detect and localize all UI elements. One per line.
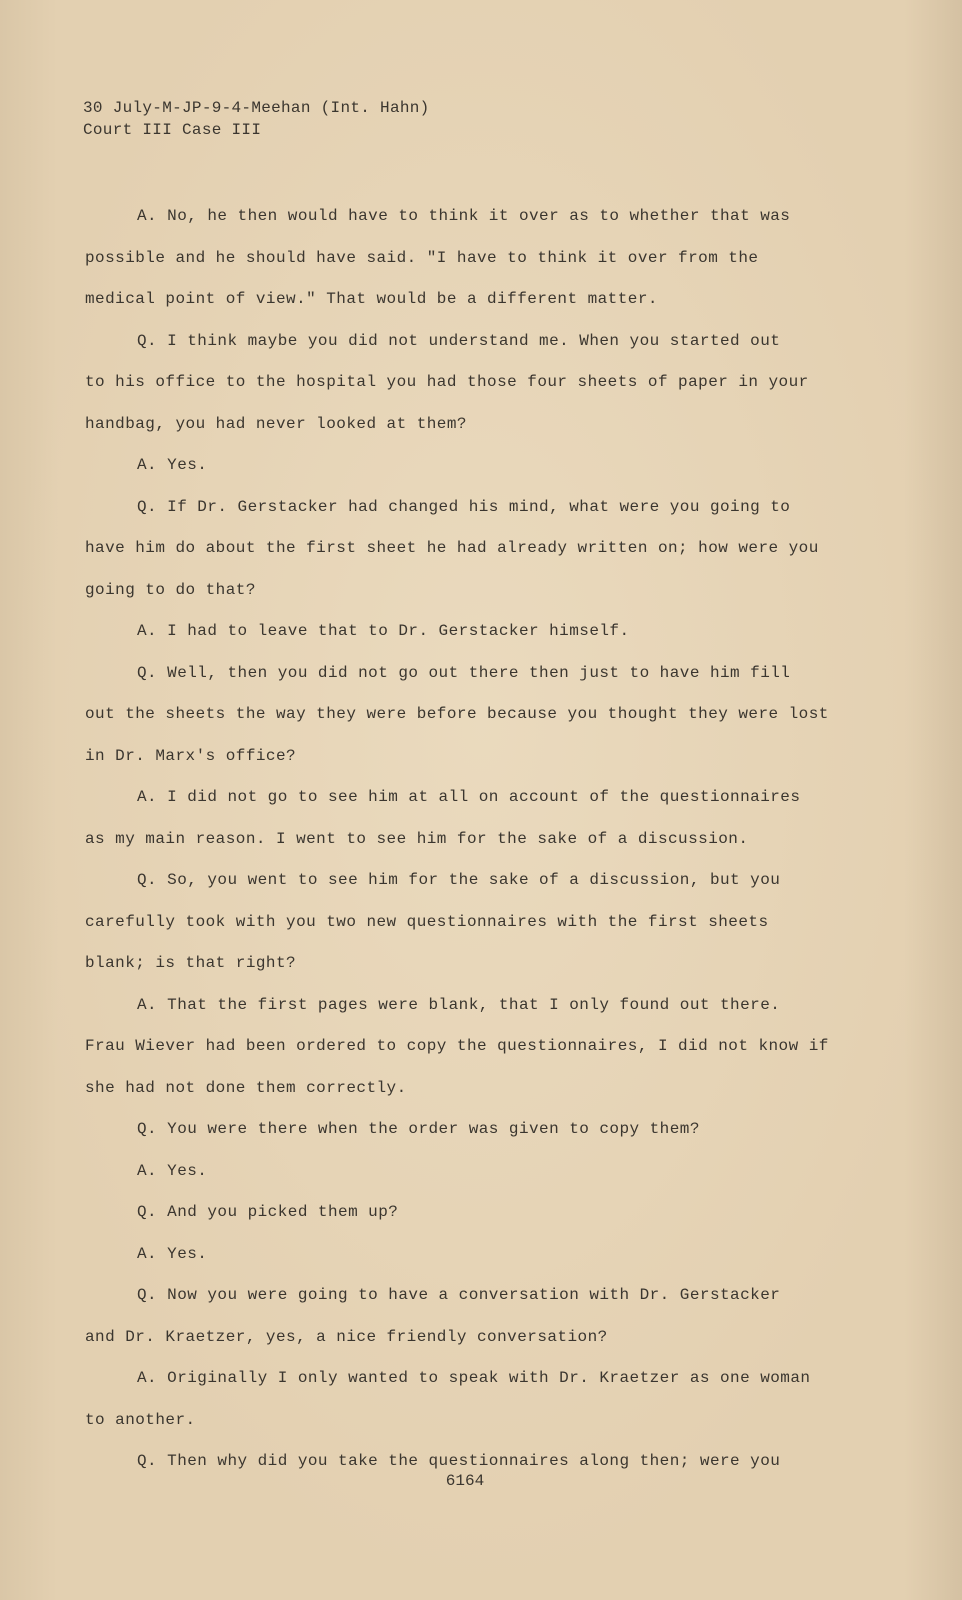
transcript-line: Q. And you picked them up? bbox=[137, 1203, 399, 1221]
header-session-line: 30 July-M-JP-9-4-Meehan (Int. Hahn) bbox=[83, 99, 430, 117]
transcript-line: in Dr. Marx's office? bbox=[85, 746, 297, 765]
transcript-line: medical point of view." That would be a different matter. bbox=[85, 290, 658, 308]
transcript-line: Q. I think maybe you did not understand me. When you started out bbox=[137, 331, 781, 350]
transcript-line: A. That the first pages were blank, that I only found out there. bbox=[137, 995, 781, 1014]
transcript-line: going to do that? bbox=[85, 580, 256, 599]
transcript-line: Q. Well, then you did not go out there then just to have him fill bbox=[137, 663, 791, 682]
transcript-line: Q. You were there when the order was given to copy them? bbox=[137, 1120, 700, 1138]
transcript-line: have him do about the first sheet he had already written on; how were you bbox=[85, 539, 819, 557]
transcript-line: A. Yes. bbox=[137, 456, 208, 474]
document-header bbox=[83, 97, 430, 141]
transcript-line: Q. If Dr. Gerstacker had changed his mind, what were you going to bbox=[137, 497, 791, 516]
transcript-line: A. Yes. bbox=[137, 1244, 208, 1263]
header-court-line: Court III Case III bbox=[83, 121, 262, 139]
transcript-line: A. I did not go to see him at all on account of the questionnaires bbox=[137, 788, 801, 806]
transcript-line: and Dr. Kraetzer, yes, a nice friendly conversation? bbox=[85, 1327, 608, 1346]
transcript-line: she had not done them correctly. bbox=[85, 1078, 407, 1097]
transcript-line: A. Originally I only wanted to speak with Dr. Kraetzer as one woman bbox=[137, 1369, 811, 1387]
transcript-line: Q. Now you were going to have a conversation with Dr. Gerstacker bbox=[137, 1286, 781, 1304]
transcript-line: to another. bbox=[85, 1410, 196, 1429]
transcript-line: as my main reason. I went to see him for the sake of a discussion. bbox=[85, 829, 749, 848]
transcript-line: out the sheets the way they were before because you thought they were lost bbox=[85, 705, 829, 723]
transcript-line: to his office to the hospital you had those four sheets of paper in your bbox=[85, 373, 809, 391]
transcript-line: carefully took with you two new questionnaires with the first sheets bbox=[85, 912, 769, 931]
transcript-line: A. I had to leave that to Dr. Gerstacker himself. bbox=[137, 622, 630, 640]
transcript-line: A. No, he then would have to think it over as to whether that was bbox=[137, 207, 791, 225]
transcript-line: possible and he should have said. "I have to think it over from the bbox=[85, 248, 759, 267]
transcript-line: handbag, you had never looked at them? bbox=[85, 414, 467, 433]
transcript-body bbox=[85, 196, 855, 1483]
transcript-line: blank; is that right? bbox=[85, 954, 297, 972]
transcript-line: Q. Then why did you take the questionnaires along then; were you bbox=[137, 1452, 781, 1470]
transcript-line: A. Yes. bbox=[137, 1161, 208, 1180]
page-number: 6164 bbox=[445, 1472, 485, 1490]
transcript-line: Frau Wiever had been ordered to copy the questionnaires, I did not know if bbox=[85, 1037, 829, 1055]
transcript-line: Q. So, you went to see him for the sake of a discussion, but you bbox=[137, 871, 781, 889]
